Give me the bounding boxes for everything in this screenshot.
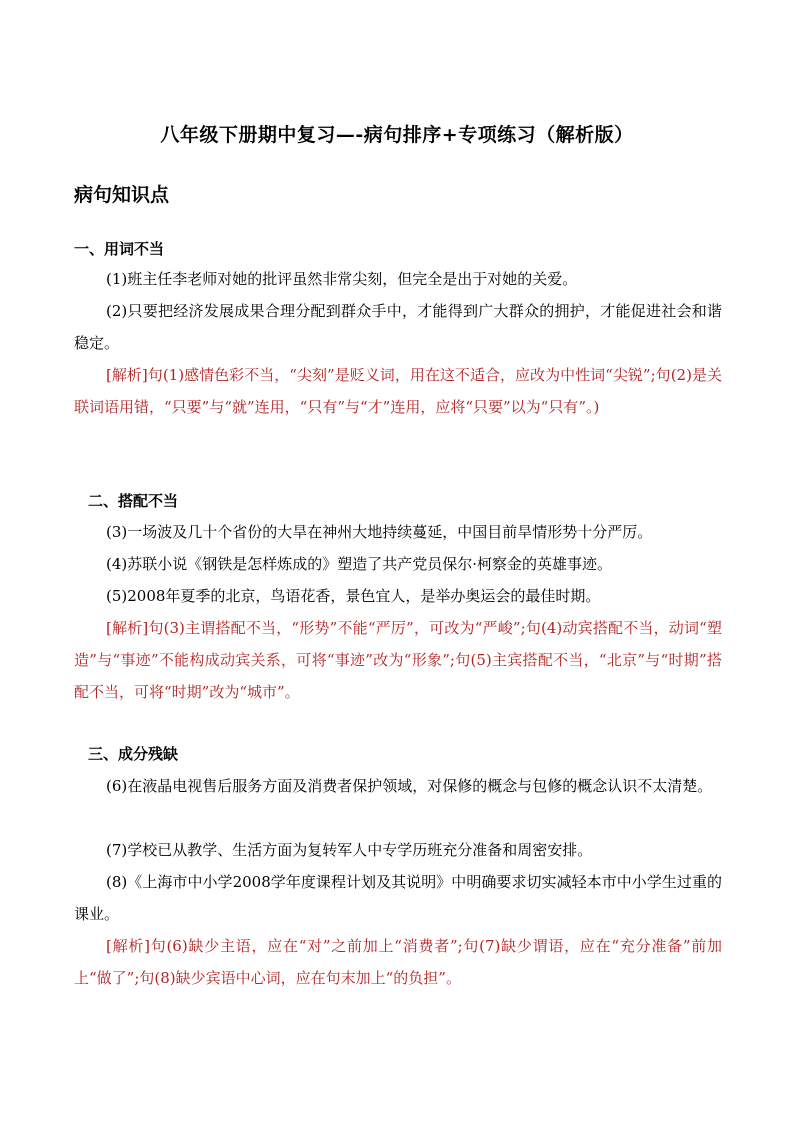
example-sentence-6: (6)在液晶电视售后服务方面及消费者保护领域，对保修的概念与包修的概念认识不太清楚。 — [106, 777, 713, 795]
analysis-1: [解析]句(1)感情色彩不当，“尖刻”是贬义词，用在这不适合，应改为中性词“尖锐”;句(2)是关联词语用错，“只要”与“就”连用，“只有”与“才”连用，应将“只要”以为“只有”。) — [74, 366, 722, 416]
section-heading-1: 一、用词不当 — [74, 240, 165, 258]
example-sentence-8: (8)《上海市中小学2008学年度课程计划及其说明》中明确要求切实减轻本市中小学生过重的课业。 — [74, 873, 722, 923]
example-sentence-4: (4)苏联小说《钢铁是怎样炼成的》塑造了共产党员保尔·柯察金的英雄事迹。 — [106, 555, 613, 573]
section-heading-2: 二、搭配不当 — [88, 492, 179, 510]
example-sentence-5: (5)2008年夏季的北京，鸟语花香，景色宜人，是举办奥运会的最佳时期。 — [106, 587, 601, 605]
document-title: 八年级下册期中复习—-病句排序+专项练习（解析版） — [160, 124, 634, 146]
analysis-2: [解析]句(3)主谓搭配不当，“形势”不能“严厉”，可改为“严峻”;句(4)动宾搭配不当，动词“塑造”与“事迹”不能构成动宾关系，可将“事迹”改为“形象”;句(5)主宾搭配不当，“北京”与“时期”搭配不当，可将“时期”改为“城市”。 — [74, 619, 722, 701]
example-sentence-1: (1)班主任李老师对她的批评虽然非常尖刻，但完全是出于对她的关爱。 — [106, 270, 578, 288]
example-sentence-7: (7)学校已从教学、生活方面为复转军人中专学历班充分准备和周密安排。 — [106, 841, 593, 859]
main-heading: 病句知识点 — [74, 184, 170, 206]
analysis-3: [解析]句(6)缺少主语，应在“对”之前加上“消费者”;句(7)缺少谓语，应在“充分准备”前加上“做了”;句(8)缺少宾语中心词，应在句末加上“的负担”。 — [74, 937, 722, 987]
example-sentence-3: (3)一场波及几十个省份的大旱在神州大地持续蔓延，中国目前旱情形势十分严厉。 — [106, 523, 653, 541]
section-heading-3: 三、成分残缺 — [88, 745, 179, 763]
example-sentence-2: (2)只要把经济发展成果合理分配到群众手中，才能得到广大群众的拥护，才能促进社会和谐稳定。 — [74, 302, 722, 352]
